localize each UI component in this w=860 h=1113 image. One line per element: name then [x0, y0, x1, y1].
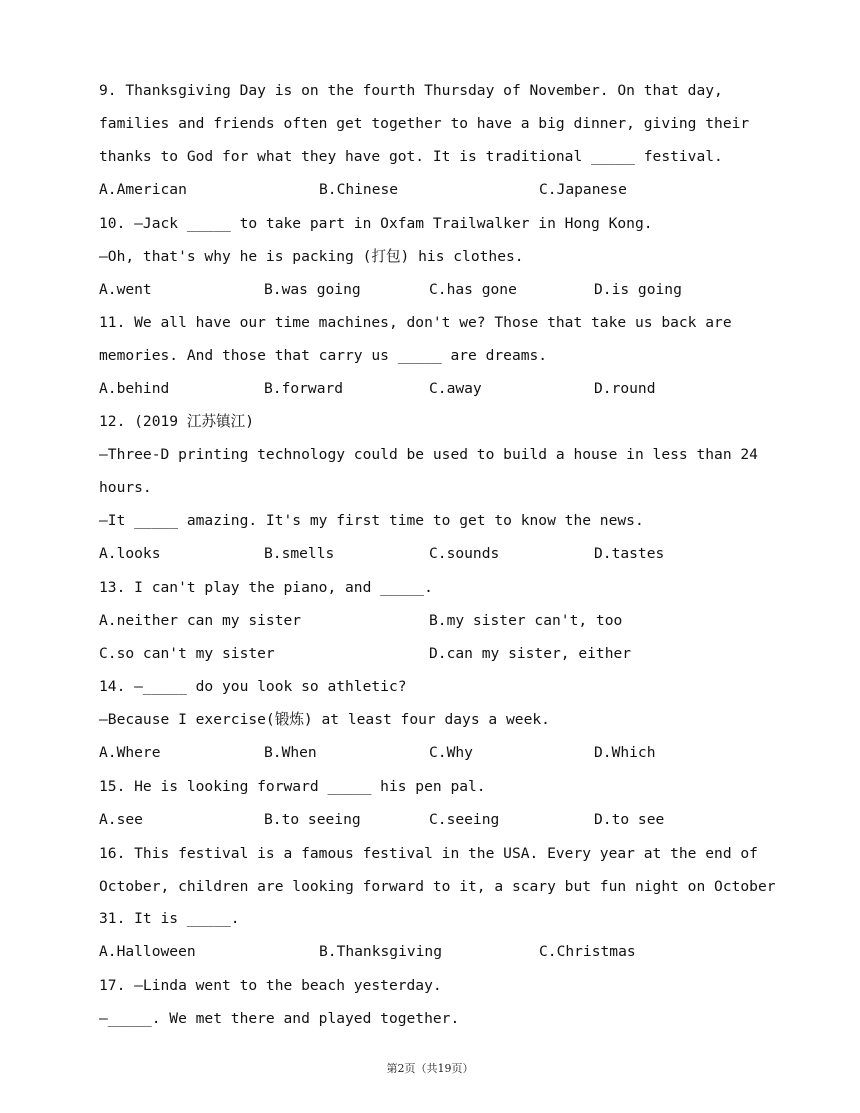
- question-10-option-d: D.is going: [594, 281, 682, 298]
- question-12-option-c: C.sounds: [429, 545, 500, 562]
- question-12-option-b: B.smells: [264, 545, 335, 562]
- question-12-option-d: D.tastes: [594, 545, 665, 562]
- question-15-line-1: 15. He is looking forward _____ his pen pal.: [99, 778, 486, 795]
- question-9-option-b: B.Chinese: [319, 181, 399, 198]
- question-14-option-d: D.Which: [594, 744, 656, 761]
- question-9-line-2: families and friends often get together to have a big dinner, giving their: [99, 115, 750, 132]
- question-10-line-2: —Oh, that's why he is packing (打包) his clothes.: [99, 248, 524, 265]
- question-9-option-a: A.American: [99, 181, 187, 198]
- question-13-option-a: A.neither can my sister: [99, 612, 302, 629]
- question-11-option-a: A.behind: [99, 380, 170, 397]
- question-13-option-c: C.so can't my sister: [99, 645, 275, 662]
- question-10-option-c: C.has gone: [429, 281, 517, 298]
- question-12-line-3: hours.: [99, 479, 152, 496]
- question-12-line-4: —It _____ amazing. It's my first time to get to know the news.: [99, 512, 644, 529]
- question-9-line-1: 9. Thanksgiving Day is on the fourth Thursday of November. On that day,: [99, 82, 723, 99]
- question-15-option-a: A.see: [99, 811, 143, 828]
- question-13-option-b: B.my sister can't, too: [429, 612, 623, 629]
- question-13-line-1: 13. I can't play the piano, and _____.: [99, 579, 433, 596]
- question-14-option-c: C.Why: [429, 744, 473, 761]
- question-14-line-1: 14. —_____ do you look so athletic?: [99, 678, 407, 695]
- question-15-option-d: D.to see: [594, 811, 665, 828]
- question-11-line-2: memories. And those that carry us _____ are dreams.: [99, 347, 548, 364]
- question-10-option-a: A.went: [99, 281, 152, 298]
- question-10-line-1: 10. —Jack _____ to take part in Oxfam Trailwalker in Hong Kong.: [99, 215, 653, 232]
- question-11-option-c: C.away: [429, 380, 482, 397]
- question-15-option-b: B.to seeing: [264, 811, 361, 828]
- question-12-line-1: 12. (2019 江苏镇江): [99, 413, 255, 430]
- question-16-line-1: 16. This festival is a famous festival in the USA. Every year at the end of: [99, 845, 758, 862]
- question-10-option-b: B.was going: [264, 281, 361, 298]
- question-9-option-c: C.Japanese: [539, 181, 627, 198]
- question-14-option-a: A.Where: [99, 744, 161, 761]
- question-13-option-d: D.can my sister, either: [429, 645, 632, 662]
- question-12-option-a: A.looks: [99, 545, 161, 562]
- question-17-line-1: 17. —Linda went to the beach yesterday.: [99, 977, 442, 994]
- question-17-line-2: —_____. We met there and played together.: [99, 1010, 460, 1027]
- question-16-option-c: C.Christmas: [539, 943, 636, 960]
- question-16-line-2: October, children are looking forward to it, a scary but fun night on October: [99, 878, 776, 895]
- question-11-line-1: 11. We all have our time machines, don't we? Those that take us back are: [99, 314, 732, 331]
- page-number-footer: 第2页（共19页）: [386, 1062, 474, 1075]
- question-16-line-3: 31. It is _____.: [99, 910, 240, 927]
- question-11-option-d: D.round: [594, 380, 656, 397]
- question-11-option-b: B.forward: [264, 380, 344, 397]
- question-16-option-b: B.Thanksgiving: [319, 943, 443, 960]
- question-12-line-2: —Three-D printing technology could be used to build a house in less than 24: [99, 446, 758, 463]
- question-15-option-c: C.seeing: [429, 811, 500, 828]
- question-9-line-3: thanks to God for what they have got. It is traditional _____ festival.: [99, 148, 723, 165]
- question-16-option-a: A.Halloween: [99, 943, 196, 960]
- question-14-option-b: B.When: [264, 744, 317, 761]
- question-14-line-2: —Because I exercise(锻炼) at least four days a week.: [99, 711, 550, 728]
